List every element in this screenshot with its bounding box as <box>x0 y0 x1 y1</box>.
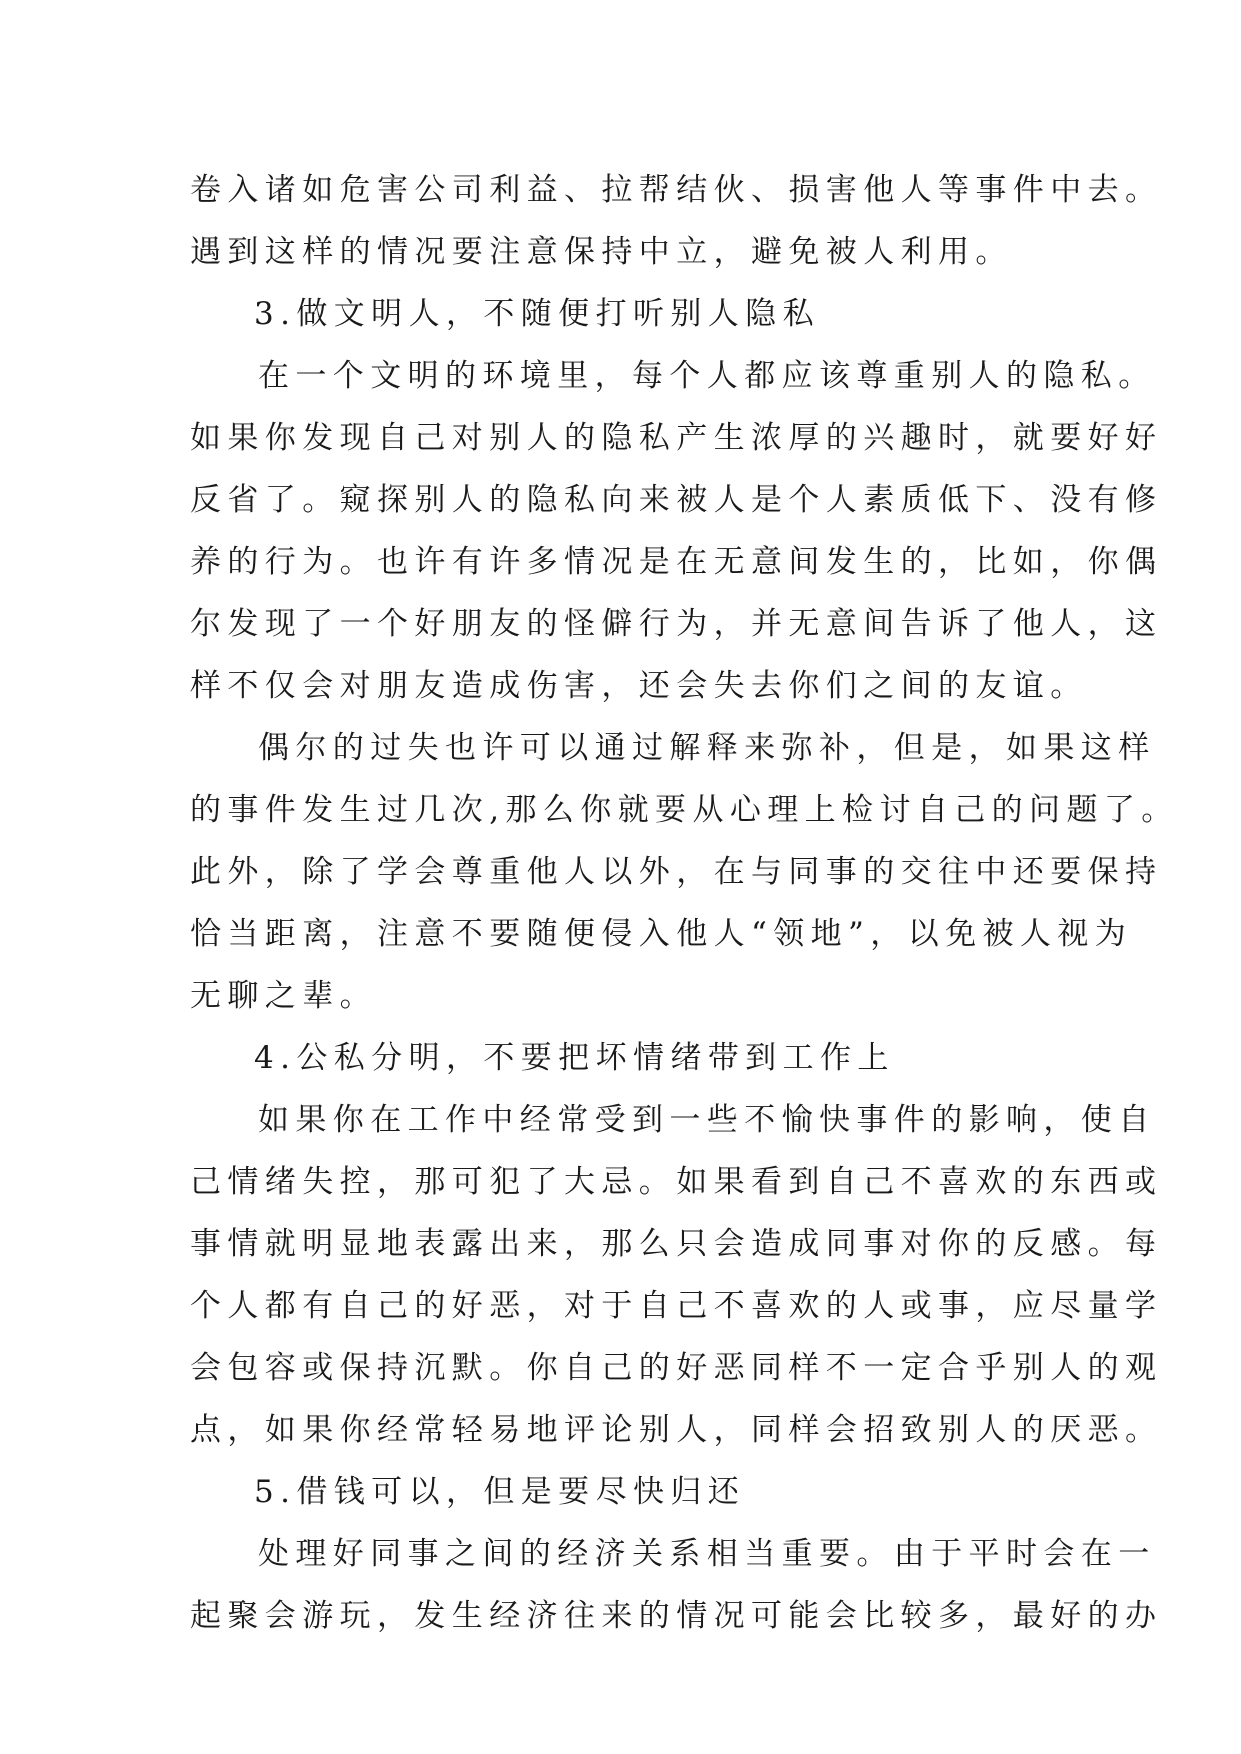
text-line: 遇到这样的情况要注意保持中立，避免被人利用。 <box>190 234 1013 270</box>
section-heading: 4.公私分明，不要把坏情绪带到工作上 <box>254 1040 895 1076</box>
text-line: 卷入诸如危害公司利益、拉帮结伙、损害他人等事件中去。 <box>190 172 1163 208</box>
document-body <box>190 159 1179 1647</box>
text-line: 点，如果你经常轻易地评论别人，同样会招致别人的厌恶。 <box>190 1412 1163 1448</box>
paragraph-first-line: 偶尔的过失也许可以通过解释来弥补，但是，如果这样 <box>258 730 1156 766</box>
section-heading: 3.做文明人，不随便打听别人隐私 <box>254 296 820 332</box>
text-line: 样不仅会对朋友造成伤害，还会失去你们之间的友谊。 <box>190 668 1088 704</box>
text-line: 尔发现了一个好朋友的怪僻行为，并无意间告诉了他人，这 <box>190 606 1163 642</box>
text-line: 如果你发现自己对别人的隐私产生浓厚的兴趣时，就要好好 <box>190 420 1163 456</box>
text-line: 无聊之辈。 <box>190 978 377 1014</box>
text-line: 养的行为。也许有许多情况是在无意间发生的，比如，你偶 <box>190 544 1163 580</box>
text-line: 会包容或保持沉默。你自己的好恶同样不一定合乎别人的观 <box>190 1350 1163 1386</box>
text-line: 的事件发生过几次,那么你就要从心理上检讨自己的问题了。 <box>190 792 1179 828</box>
text-line: 己情绪失控，那可犯了大忌。如果看到自己不喜欢的东西或 <box>190 1164 1163 1200</box>
text-line: 恰当距离，注意不要随便侵入他人“领地”，以免被人视为 <box>190 916 1133 952</box>
paragraph-first-line: 如果你在工作中经常受到一些不愉快事件的影响，使自 <box>258 1102 1156 1138</box>
text-line: 反省了。窥探别人的隐私向来被人是个人素质低下、没有修 <box>190 482 1163 518</box>
text-line: 起聚会游玩，发生经济往来的情况可能会比较多，最好的办 <box>190 1598 1163 1634</box>
paragraph-first-line: 在一个文明的环境里，每个人都应该尊重别人的隐私。 <box>258 358 1156 394</box>
text-line: 个人都有自己的好恶，对于自己不喜欢的人或事，应尽量学 <box>190 1288 1163 1324</box>
paragraph-first-line: 处理好同事之间的经济关系相当重要。由于平时会在一 <box>258 1536 1156 1572</box>
text-line: 事情就明显地表露出来，那么只会造成同事对你的反感。每 <box>190 1226 1163 1262</box>
section-heading: 5.借钱可以，但是要尽快归还 <box>254 1474 746 1510</box>
text-line: 此外，除了学会尊重他人以外，在与同事的交往中还要保持 <box>190 854 1163 890</box>
